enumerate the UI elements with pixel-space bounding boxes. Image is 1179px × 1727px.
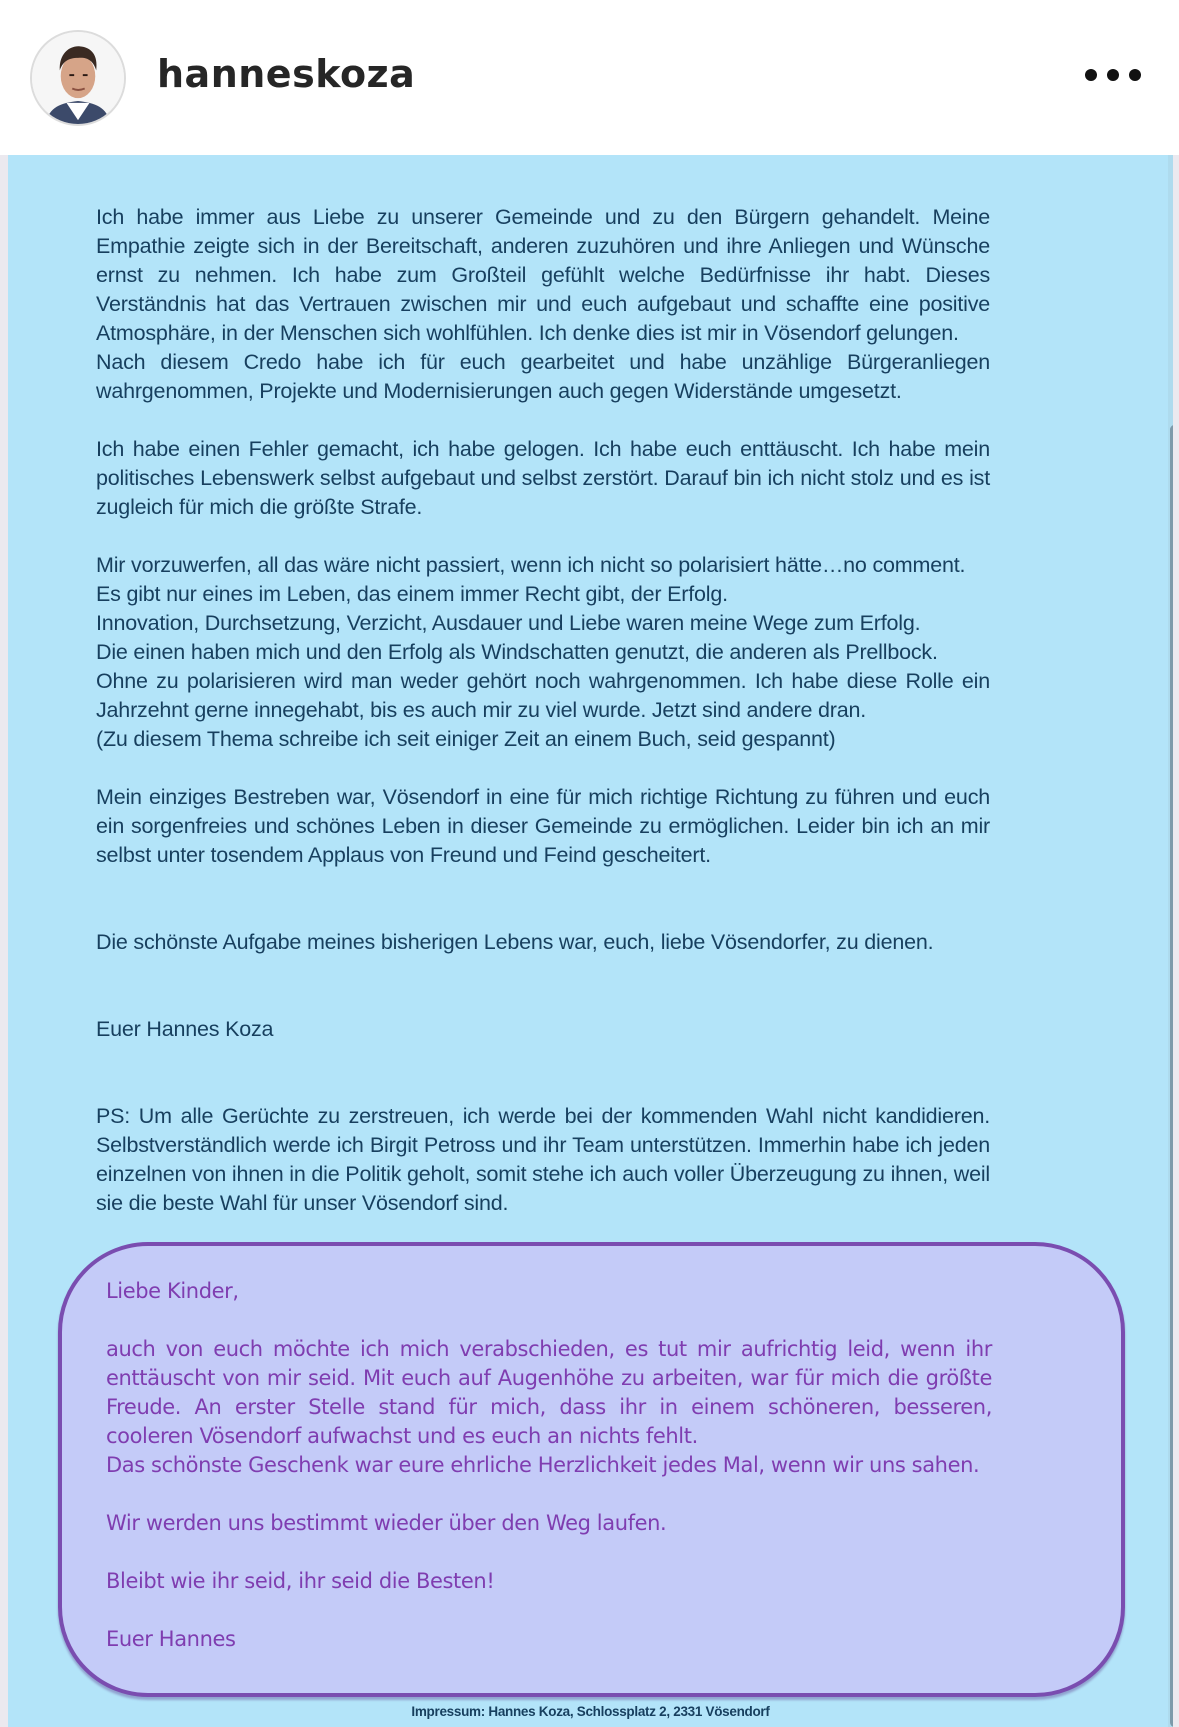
letter-paragraph [96,203,990,406]
more-horizontal-icon [1085,69,1097,81]
letter-line: (Zu diesem Thema schreibe ich seit einiger Zeit an einem Buch, seid gespannt) [96,727,836,751]
letter-line: Es gibt nur eines im Leben, das einem immer Recht gibt, der Erfolg. [96,582,728,606]
letter-line: PS: Um alle Gerüchte zu zerstreuen, ich werde bei der kommenden Wahl nicht kandidieren. Selbstverständlich werde ich Birgit Petross und ihr Team unterstützen. Immerhin habe ich jeden einzelnen von ihnen in die Politik geholt, somit stehe ich auch voller Überzeugung zu ihnen, weil sie die beste Wahl für unser Vösendorf sind. [96,1104,990,1215]
letter-closing-sentence [96,928,990,957]
kids-paragraph [106,1335,992,1480]
kids-paragraph [106,1567,992,1596]
letter-line: Ich habe immer aus Liebe zu unserer Gemeinde und zu den Bürgern gehandelt. Meine Empathie zeigte sich in der Bereitschaft, anderen zuzuhören und ihre Anliegen und Wünsche ernst zu nehmen. Ich habe zum Großteil gefühlt welche Bedürfnisse ihr habt. Dieses Verständnis hat das Vertrauen zwischen mir und euch aufgebaut und schaffte eine positive Atmosphäre, in der Menschen sich wohlfühlen. Ich denke dies ist mir in Vösendorf gelungen. [96,205,990,345]
kids-greeting [106,1277,992,1306]
post-header [0,0,1179,155]
kids-paragraph [106,1509,992,1538]
impressum-footer: Impressum: Hannes Koza, Schlossplatz 2, 2331 Vösendorf [411,1704,770,1719]
letter-paragraph [96,783,990,870]
letter-signature [96,1015,990,1044]
kids-line: Wir werden uns bestimmt wieder über den Weg laufen. [106,1511,667,1535]
letter-line: Ich habe einen Fehler gemacht, ich habe gelogen. Ich habe euch enttäuscht. Ich habe mein politisches Lebenswerk selbst aufgebaut und selbst zerstört. Darauf bin ich nicht stolz und es ist zugleich für mich die größte Strafe. [96,437,990,519]
letter-line: Innovation, Durchsetzung, Verzicht, Ausdauer und Liebe waren meine Wege zum Erfolg. [96,611,921,635]
letter-line: Mein einziges Bestreben war, Vösendorf in eine für mich richtige Richtung zu führen und euch ein sorgenfreies und schönes Leben in dieser Gemeinde zu ermöglichen. Leider bin ich an mir selbst unter tosendem Applaus von Freund und Feind gescheitert. [96,785,990,867]
letter-line: Mir vorzuwerfen, all das wäre nicht passiert, wenn ich nicht so polarisiert hätte…no comment. [96,553,966,577]
letter-line: Ohne zu polarisieren wird man weder gehört noch wahrgenommen. Ich habe diese Rolle ein Jahrzehnt gerne innegehabt, bis es auch mir zu viel wurde. Jetzt sind andere dran. [96,669,990,722]
letter-line: Euer Hannes Koza [96,1017,274,1041]
profile-photo-icon [32,32,124,124]
username[interactable]: hanneskoza [157,52,416,96]
kids-line: Bleibt wie ihr seid, ihr seid die Besten! [106,1569,495,1593]
letter-paragraph [96,435,990,522]
kids-signature [106,1625,992,1654]
kids-line: auch von euch möchte ich mich verabschieden, es tut mir aufrichtig leid, wenn ihr enttäuscht von mir seid. Mit euch auf Augenhöhe zu arbeiten, war für mich die größte Freude. An erster Stelle stand für mich, dass ihr in einem schöneren, besseren, cooleren Vösendorf aufwachst und es euch an nichts fehlt. [106,1337,992,1448]
letter-line: Die schönste Aufgabe meines bisherigen Lebens war, euch, liebe Vösendorfer, zu dienen. [96,930,934,954]
letter-postscript [96,1102,990,1218]
kids-line: Das schönste Geschenk war eure ehrliche Herzlichkeit jedes Mal, wenn wir uns sahen. [106,1453,980,1477]
letter-line: Nach diesem Credo habe ich für euch gearbeitet und habe unzählige Bürgeranliegen wahrgenommen, Projekte und Modernisierungen auch gegen Widerstände umgesetzt. [96,350,990,403]
letter-page [8,155,1173,1727]
more-options-button[interactable] [1085,60,1141,90]
more-horizontal-icon [1107,69,1119,81]
kids-line: Liebe Kinder, [106,1279,239,1303]
letter-line: Die einen haben mich und den Erfolg als Windschatten genutzt, die anderen als Prellbock. [96,640,938,664]
post-image-viewport [0,155,1179,1727]
farewell-letter [96,203,990,1247]
scrollbar-thumb[interactable] [1170,425,1173,1727]
more-horizontal-icon [1129,69,1141,81]
letter-paragraph [96,551,990,754]
kids-message [106,1277,992,1683]
avatar[interactable] [30,30,126,126]
kids-line: Euer Hannes [106,1627,236,1651]
